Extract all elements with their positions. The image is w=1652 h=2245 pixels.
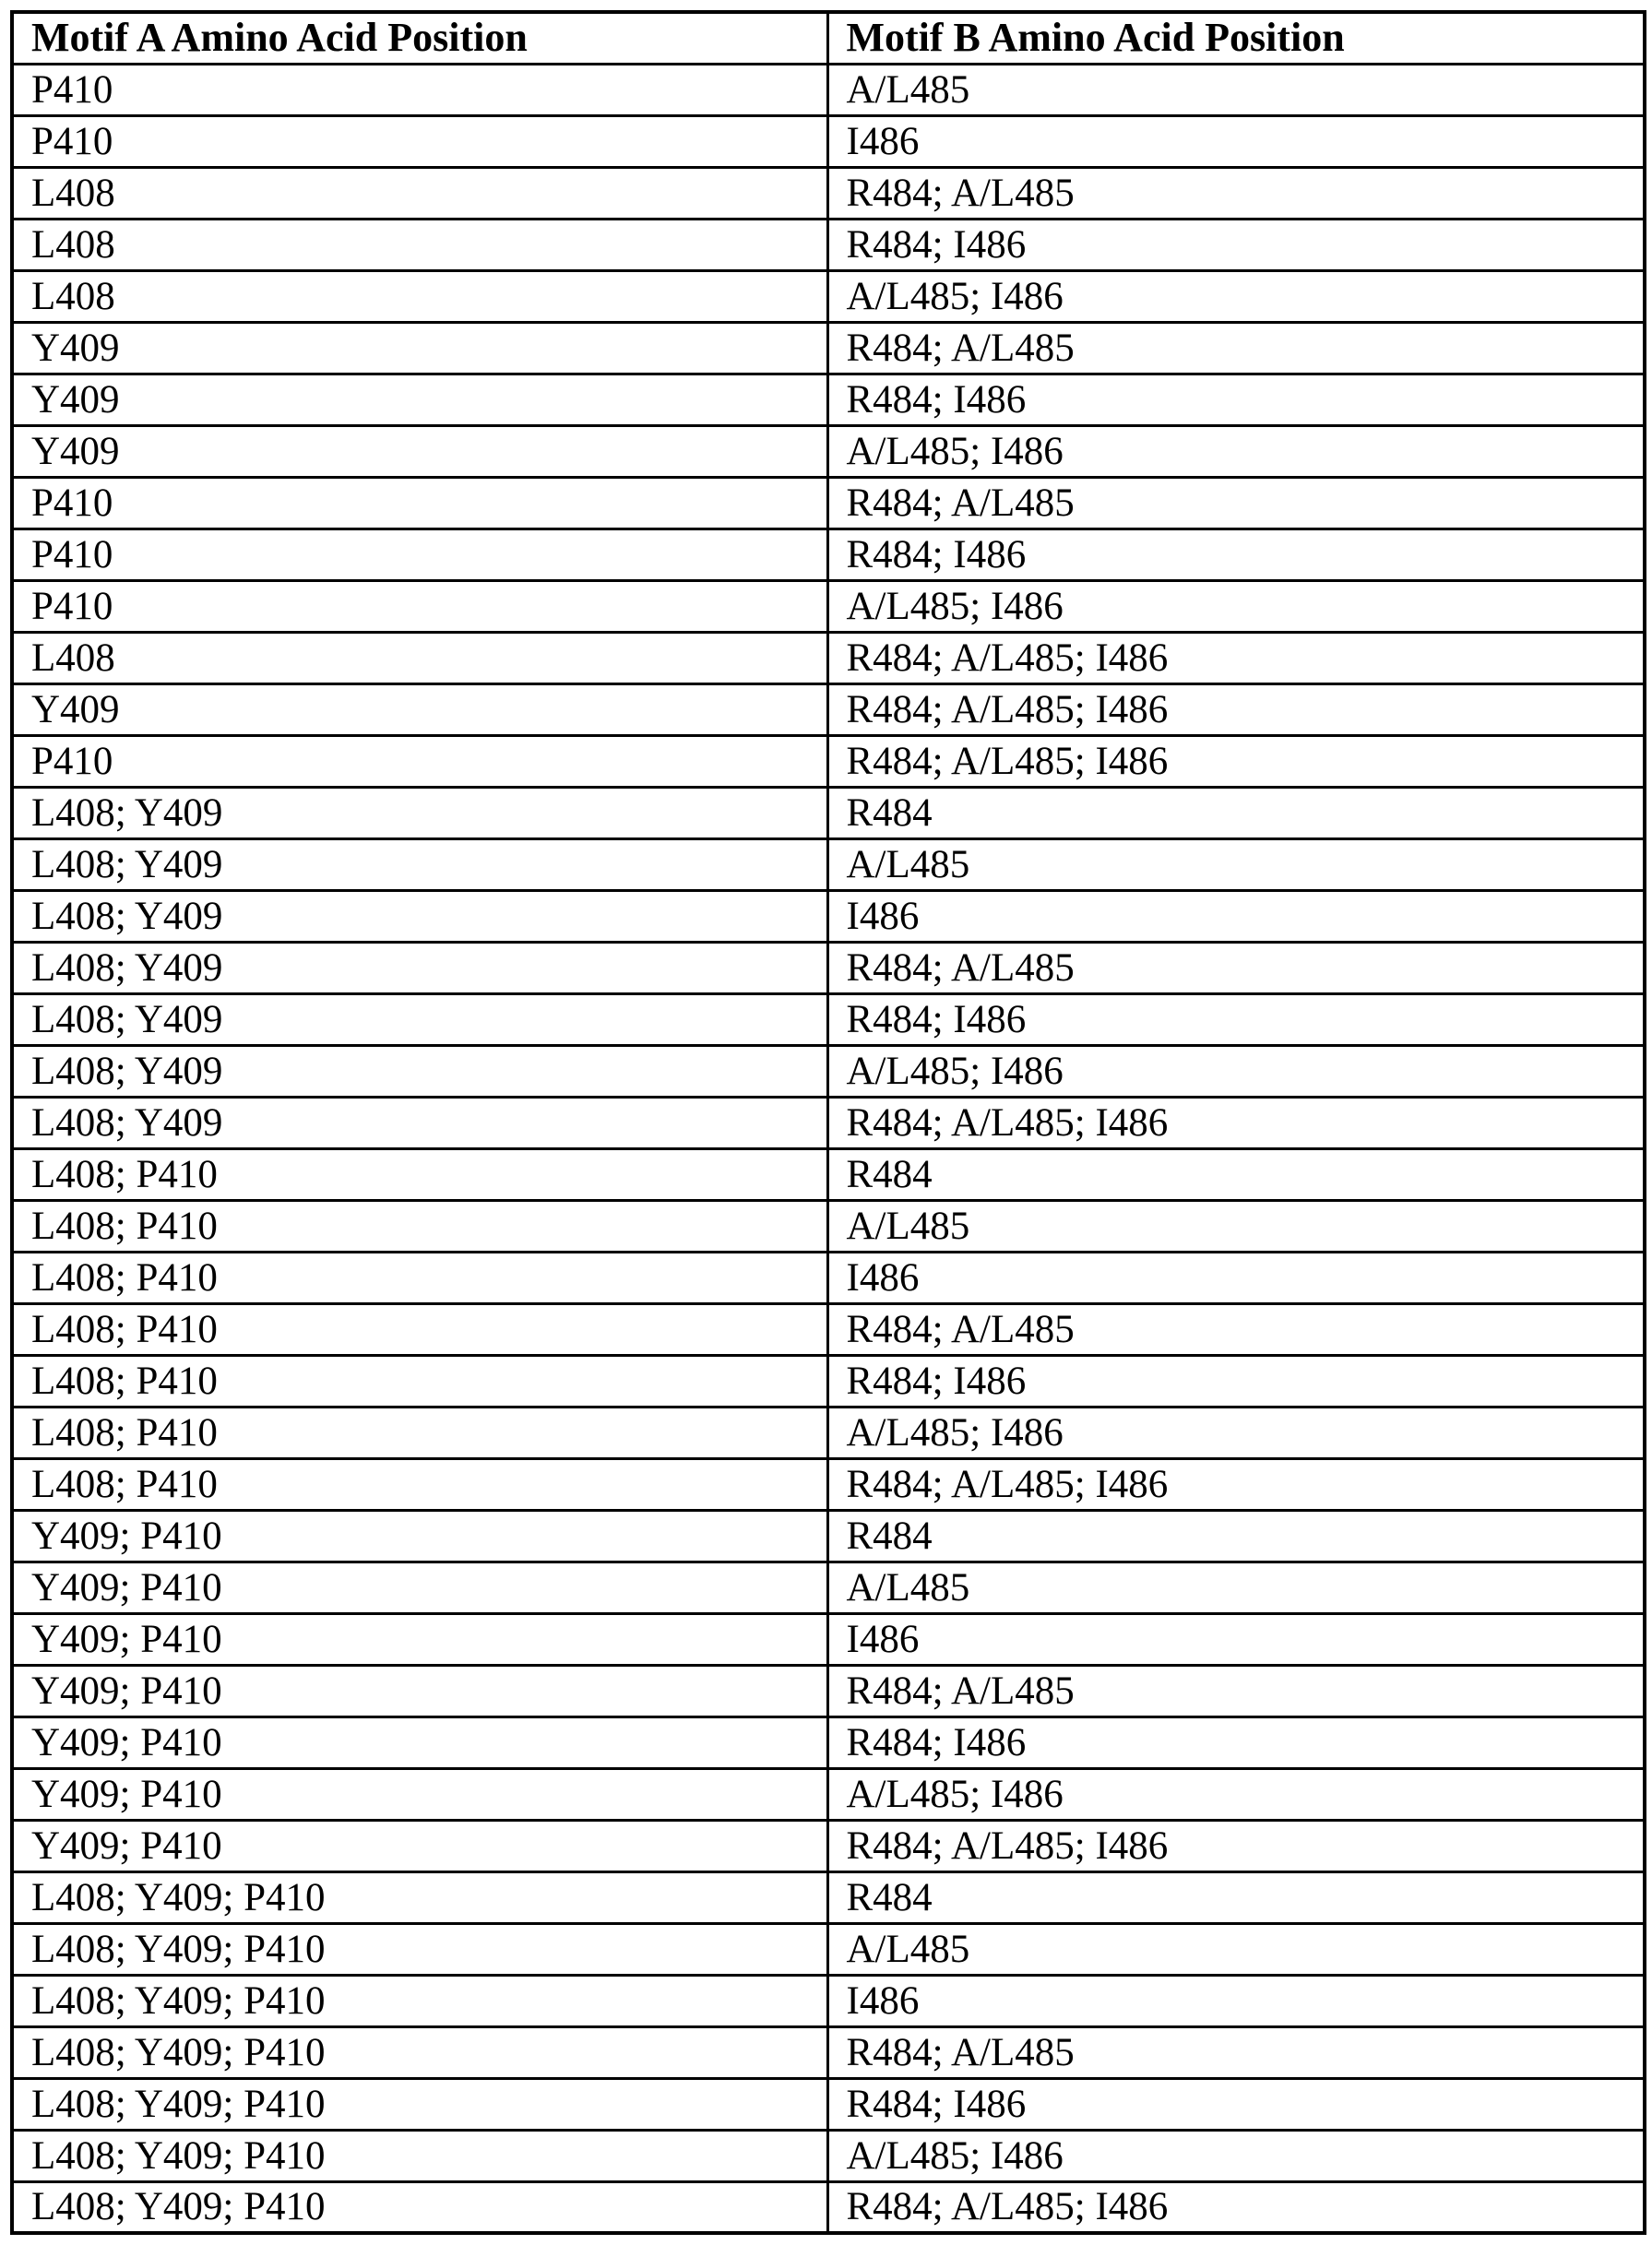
- motif-b-cell: R484; A/L485; I486: [827, 1458, 1645, 1510]
- motif-a-cell: L408; Y409; P410: [12, 2078, 827, 2130]
- table-row: [12, 270, 1645, 322]
- table-row: [12, 1200, 1645, 1252]
- table-row: [12, 1045, 1645, 1097]
- table-row: [12, 2026, 1645, 2078]
- motif-a-cell: L408; Y409: [12, 890, 827, 942]
- motif-a-cell: L408; Y409; P410: [12, 1975, 827, 2026]
- motif-a-cell: P410: [12, 477, 827, 529]
- column-header-motif-b: Motif B Amino Acid Position: [827, 12, 1645, 64]
- motif-a-cell: Y409: [12, 374, 827, 425]
- motif-a-cell: L408: [12, 167, 827, 219]
- motif-b-cell: R484; A/L485: [827, 942, 1645, 993]
- table-row: [12, 219, 1645, 270]
- motif-b-cell: R484; I486: [827, 993, 1645, 1045]
- table-row: [12, 1562, 1645, 1613]
- motif-a-cell: Y409: [12, 322, 827, 374]
- table-row: [12, 735, 1645, 787]
- motif-b-cell: A/L485; I486: [827, 270, 1645, 322]
- table-row: [12, 322, 1645, 374]
- motif-a-cell: L408; Y409: [12, 1045, 827, 1097]
- motif-b-cell: R484; I486: [827, 219, 1645, 270]
- motif-a-cell: Y409; P410: [12, 1510, 827, 1562]
- table-row: [12, 1665, 1645, 1716]
- motif-b-cell: R484; A/L485: [827, 2026, 1645, 2078]
- motif-a-cell: L408; Y409; P410: [12, 1923, 827, 1975]
- table-row: [12, 787, 1645, 838]
- motif-b-cell: A/L485; I486: [827, 425, 1645, 477]
- motif-b-cell: I486: [827, 1613, 1645, 1665]
- motif-b-cell: R484; A/L485; I486: [827, 735, 1645, 787]
- motif-a-cell: P410: [12, 64, 827, 115]
- table-row: [12, 632, 1645, 683]
- motif-b-cell: R484; A/L485: [827, 322, 1645, 374]
- motif-b-cell: R484; A/L485: [827, 1303, 1645, 1355]
- motif-a-cell: L408; P410: [12, 1252, 827, 1303]
- motif-a-cell: Y409; P410: [12, 1665, 827, 1716]
- motif-a-cell: Y409; P410: [12, 1613, 827, 1665]
- motif-b-cell: I486: [827, 1975, 1645, 2026]
- motif-b-cell: R484; A/L485: [827, 1665, 1645, 1716]
- motif-a-cell: L408; P410: [12, 1200, 827, 1252]
- table-row: [12, 1458, 1645, 1510]
- motif-b-cell: R484; I486: [827, 1355, 1645, 1407]
- motif-a-cell: Y409: [12, 683, 827, 735]
- motif-b-cell: A/L485: [827, 1200, 1645, 1252]
- table-header: [12, 12, 1645, 64]
- table-row: [12, 1252, 1645, 1303]
- table-row: [12, 115, 1645, 167]
- motif-b-cell: A/L485; I486: [827, 1768, 1645, 1820]
- motif-a-cell: L408; Y409; P410: [12, 2130, 827, 2181]
- table-row: [12, 2130, 1645, 2181]
- table-row: [12, 993, 1645, 1045]
- motif-b-cell: A/L485; I486: [827, 2130, 1645, 2181]
- motif-b-cell: A/L485; I486: [827, 1045, 1645, 1097]
- motif-a-cell: L408; Y409: [12, 787, 827, 838]
- motif-b-cell: R484: [827, 787, 1645, 838]
- motif-a-cell: L408; Y409: [12, 838, 827, 890]
- motif-a-cell: L408: [12, 219, 827, 270]
- motif-b-cell: R484; A/L485; I486: [827, 1820, 1645, 1871]
- motif-a-cell: L408; Y409; P410: [12, 2181, 827, 2233]
- motif-b-cell: A/L485: [827, 1562, 1645, 1613]
- header-row: [12, 12, 1645, 64]
- motif-a-cell: L408; P410: [12, 1458, 827, 1510]
- motif-a-cell: L408: [12, 632, 827, 683]
- motif-b-cell: R484; A/L485: [827, 477, 1645, 529]
- motif-b-cell: I486: [827, 890, 1645, 942]
- motif-a-cell: Y409; P410: [12, 1768, 827, 1820]
- motif-b-cell: R484; A/L485; I486: [827, 683, 1645, 735]
- table-row: [12, 1716, 1645, 1768]
- motif-a-cell: P410: [12, 580, 827, 632]
- motif-a-cell: P410: [12, 529, 827, 580]
- motif-a-cell: L408: [12, 270, 827, 322]
- motif-b-cell: R484; I486: [827, 2078, 1645, 2130]
- motif-a-cell: P410: [12, 115, 827, 167]
- motif-b-cell: R484; I486: [827, 374, 1645, 425]
- motif-a-cell: L408; Y409: [12, 942, 827, 993]
- motif-a-cell: L408; Y409; P410: [12, 2026, 827, 2078]
- table-row: [12, 1768, 1645, 1820]
- table-row: [12, 1510, 1645, 1562]
- table-row: [12, 1355, 1645, 1407]
- table-row: [12, 167, 1645, 219]
- table-row: [12, 1871, 1645, 1923]
- column-header-motif-a: Motif A Amino Acid Position: [12, 12, 827, 64]
- table-row: [12, 529, 1645, 580]
- table-body: [12, 64, 1645, 2233]
- table-row: [12, 1613, 1645, 1665]
- motif-b-cell: A/L485; I486: [827, 580, 1645, 632]
- motif-b-cell: R484; I486: [827, 529, 1645, 580]
- table-row: [12, 683, 1645, 735]
- table-row: [12, 838, 1645, 890]
- table-row: [12, 942, 1645, 993]
- table-row: [12, 64, 1645, 115]
- motif-a-cell: L408; Y409; P410: [12, 1871, 827, 1923]
- motif-b-cell: R484; A/L485: [827, 167, 1645, 219]
- motif-b-cell: A/L485: [827, 64, 1645, 115]
- motif-b-cell: A/L485; I486: [827, 1407, 1645, 1458]
- table-row: [12, 1820, 1645, 1871]
- table-row: [12, 1148, 1645, 1200]
- table-row: [12, 2078, 1645, 2130]
- motif-a-cell: L408; P410: [12, 1148, 827, 1200]
- motif-a-cell: L408; P410: [12, 1355, 827, 1407]
- table-row: [12, 477, 1645, 529]
- motif-b-cell: I486: [827, 1252, 1645, 1303]
- motif-b-cell: R484; A/L485; I486: [827, 2181, 1645, 2233]
- motif-a-cell: P410: [12, 735, 827, 787]
- table-row: [12, 1975, 1645, 2026]
- motif-b-cell: R484: [827, 1148, 1645, 1200]
- table-row: [12, 890, 1645, 942]
- motif-b-cell: R484: [827, 1510, 1645, 1562]
- motif-a-cell: L408; Y409: [12, 1097, 827, 1148]
- motif-a-cell: Y409: [12, 425, 827, 477]
- motif-a-cell: Y409; P410: [12, 1820, 827, 1871]
- motif-b-cell: R484: [827, 1871, 1645, 1923]
- table-row: [12, 1303, 1645, 1355]
- motif-b-cell: I486: [827, 115, 1645, 167]
- table-row: [12, 580, 1645, 632]
- table-row: [12, 2181, 1645, 2233]
- motif-b-cell: R484; I486: [827, 1716, 1645, 1768]
- motif-b-cell: R484; A/L485; I486: [827, 632, 1645, 683]
- motif-b-cell: A/L485: [827, 838, 1645, 890]
- motif-a-cell: L408; P410: [12, 1303, 827, 1355]
- motif-b-cell: R484; A/L485; I486: [827, 1097, 1645, 1148]
- motif-a-cell: L408; Y409: [12, 993, 827, 1045]
- motif-a-cell: Y409; P410: [12, 1562, 827, 1613]
- table-row: [12, 1923, 1645, 1975]
- table-row: [12, 374, 1645, 425]
- table-row: [12, 425, 1645, 477]
- motif-a-cell: L408; P410: [12, 1407, 827, 1458]
- motif-b-cell: A/L485: [827, 1923, 1645, 1975]
- motif-position-table: [10, 10, 1646, 2235]
- motif-a-cell: Y409; P410: [12, 1716, 827, 1768]
- table-row: [12, 1097, 1645, 1148]
- table-row: [12, 1407, 1645, 1458]
